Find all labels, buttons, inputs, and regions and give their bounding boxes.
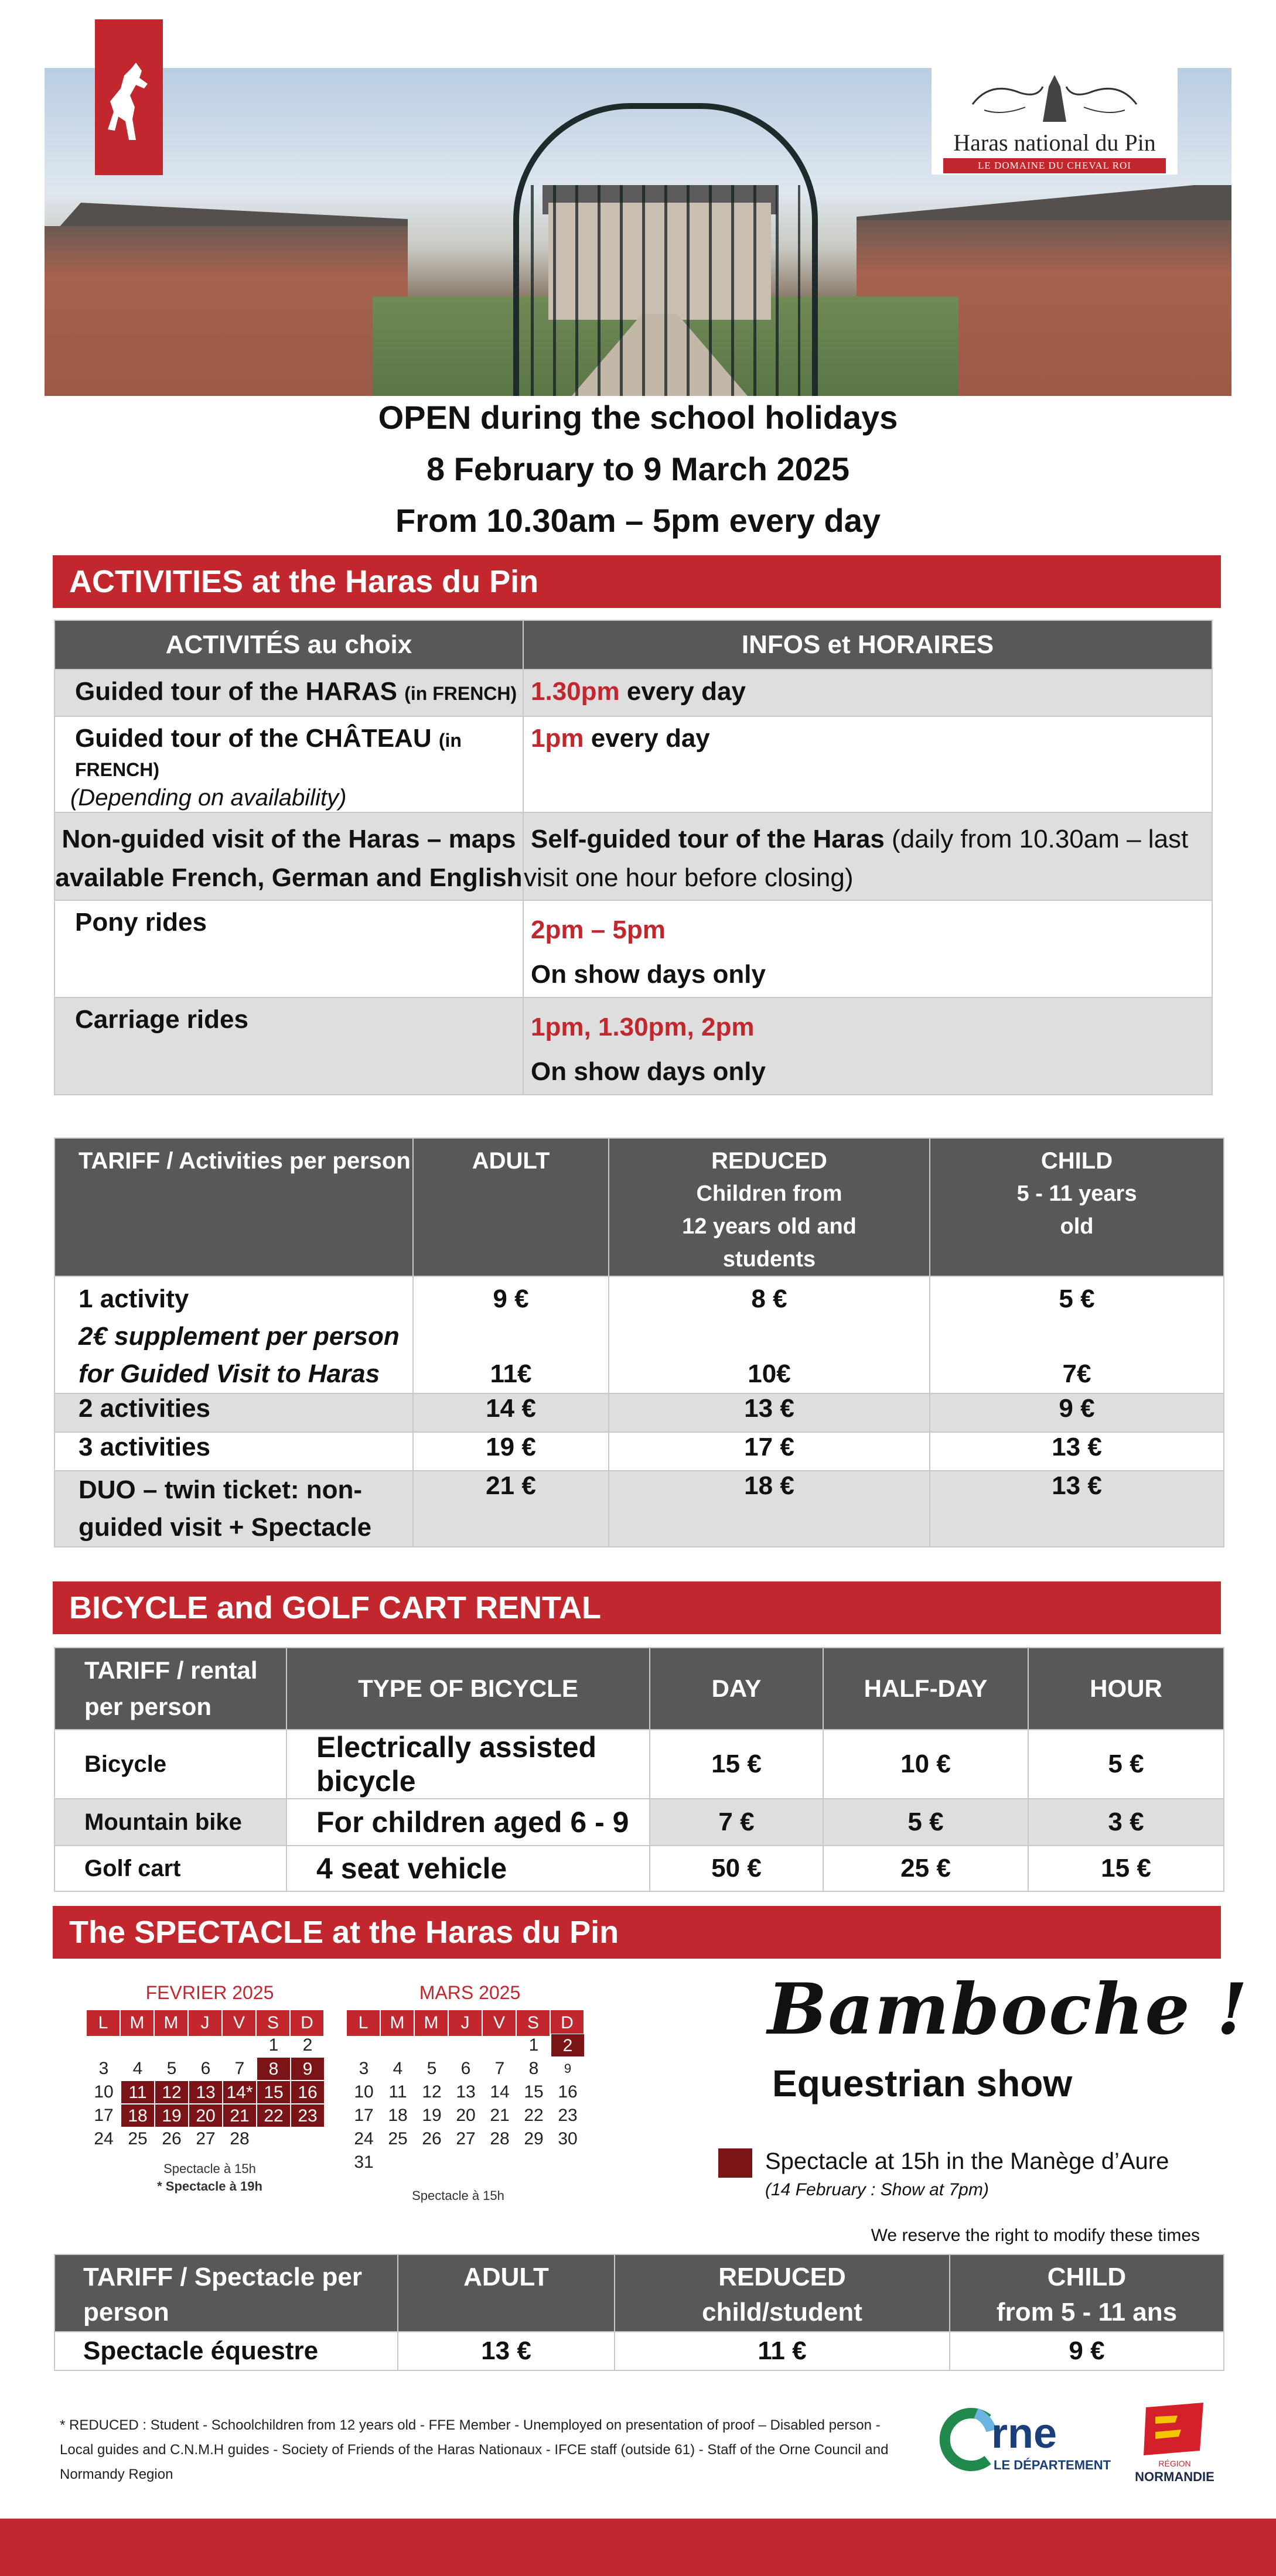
legend-swatch bbox=[718, 2148, 752, 2178]
normandie-flag-icon bbox=[1142, 2401, 1207, 2458]
tariff-child-guided: 7€ bbox=[1062, 1359, 1091, 1388]
opening-line-1: OPEN during the school holidays bbox=[378, 399, 898, 436]
tariff-row-label: 2 activities bbox=[54, 1393, 413, 1432]
bike-head-hour: HOUR bbox=[1028, 1648, 1224, 1730]
spectacle-child: 9 € bbox=[950, 2332, 1224, 2370]
spectacle-head-child bbox=[950, 2254, 1224, 2332]
orne-subtitle: LE DÉPARTEMENT bbox=[994, 2458, 1111, 2472]
tariff-head-reduced-title: REDUCED bbox=[711, 1148, 827, 1174]
tariff-head-reduced-sub: Children from 12 years old and students bbox=[682, 1181, 857, 1272]
calendar-day-show: 2 bbox=[551, 2034, 585, 2057]
day-header: V bbox=[483, 2010, 517, 2036]
bike-hour-price: 15 € bbox=[1028, 1846, 1224, 1891]
activity-sub: (Depending on availability) bbox=[70, 785, 347, 811]
tariff-child: 5 € bbox=[1059, 1284, 1095, 1313]
calendar-day-show: 22 bbox=[257, 2104, 291, 2127]
bike-item: Golf cart bbox=[54, 1846, 286, 1891]
spectacle-tariff-table bbox=[54, 2254, 1224, 2371]
bike-type: 4 seat vehicle bbox=[286, 1846, 650, 1891]
calendar-day: 28 bbox=[490, 2129, 510, 2148]
activities-col-2: INFOS et HORAIRES bbox=[523, 620, 1212, 669]
activity-info: On show days only bbox=[531, 960, 766, 989]
day-header: V bbox=[223, 2010, 257, 2036]
activities-table bbox=[54, 620, 1213, 1095]
tariff-head-child-title: CHILD bbox=[1040, 1148, 1113, 1174]
day-header: D bbox=[551, 2010, 585, 2036]
spectacle-banner: The SPECTACLE at the Haras du Pin bbox=[53, 1906, 1221, 1959]
calendar-day: 22 bbox=[524, 2106, 544, 2125]
calendar-day-show: 14* bbox=[223, 2080, 257, 2104]
calendar-march bbox=[347, 1982, 593, 2216]
show-subtitle: Equestrian show bbox=[772, 2062, 1073, 2104]
calendar-day: 29 bbox=[524, 2129, 544, 2148]
calendar-day: 5 bbox=[166, 2059, 177, 2078]
calendar-day-show: 20 bbox=[189, 2104, 223, 2127]
calendar-day: 10 bbox=[94, 2082, 114, 2102]
calendar-day: 19 bbox=[422, 2106, 442, 2125]
footer-bar bbox=[0, 2519, 1276, 2576]
bike-table bbox=[54, 1647, 1224, 1892]
day-header: M bbox=[155, 2010, 189, 2036]
table-row bbox=[54, 1846, 1224, 1891]
table-row bbox=[54, 2332, 1224, 2370]
calendar-day: 15 bbox=[524, 2082, 544, 2102]
activity-info: every day bbox=[619, 677, 746, 706]
bike-hour-price: 5 € bbox=[1028, 1730, 1224, 1799]
bike-day-price: 15 € bbox=[650, 1730, 823, 1799]
activities-col-1: ACTIVITÉS au choix bbox=[54, 620, 523, 669]
tariff-adult: 21 € bbox=[413, 1471, 609, 1547]
tariff-head-label: TARIFF / Activities per person bbox=[54, 1138, 413, 1276]
reduced-footnote: * REDUCED : Student - Schoolchildren from 12 years old - FFE Member - Unemployed on presentation of proof – Disabled person - Local guides and C.N.M.H guides - Society of Friends of the Haras Nationaux - IFCE staff (outside 61) - Staff of the Orne Council and Normandy Region bbox=[60, 2417, 889, 2482]
spectacle-head-adult: ADULT bbox=[398, 2254, 615, 2332]
calendar-day-show: 8 bbox=[257, 2057, 291, 2080]
calendar-day-show: 12 bbox=[155, 2080, 189, 2104]
tariff-row-label: DUO – twin ticket: non-guided visit + Spectacle bbox=[54, 1471, 413, 1547]
tariff-head-child-sub: 5 - 11 years old bbox=[1016, 1181, 1137, 1239]
activity-time: 1.30pm bbox=[531, 677, 620, 706]
tariff-reduced: 18 € bbox=[609, 1471, 930, 1547]
bike-item: Mountain bike bbox=[54, 1799, 286, 1846]
activity-info-bold: Self-guided tour of the Haras bbox=[531, 825, 885, 853]
calendar-day: 3 bbox=[359, 2059, 369, 2078]
calendar-day: 26 bbox=[422, 2129, 442, 2148]
opening-line-3: From 10.30am – 5pm every day bbox=[395, 502, 881, 539]
calendar-day: 1 bbox=[528, 2035, 539, 2055]
bike-half-price: 25 € bbox=[823, 1846, 1028, 1891]
calendar-day: 25 bbox=[388, 2129, 408, 2148]
tariff-reduced-guided: 10€ bbox=[748, 1359, 791, 1388]
activity-info: (daily from 10.30am – last visit one hour before closing) bbox=[524, 825, 1189, 892]
bike-day-price: 50 € bbox=[650, 1846, 823, 1891]
tariff-row-sub: 2€ supplement per person for Guided Visit to Haras bbox=[79, 1322, 400, 1388]
normandie-logo bbox=[1131, 2401, 1219, 2489]
calendar-day: 7 bbox=[234, 2059, 245, 2078]
table-row bbox=[54, 1432, 1224, 1471]
calendar-day: 7 bbox=[494, 2059, 505, 2078]
day-header: M bbox=[415, 2010, 449, 2036]
day-header: M bbox=[381, 2010, 415, 2036]
tariff-adult: 19 € bbox=[413, 1432, 609, 1471]
orne-ring-icon bbox=[935, 2401, 999, 2478]
calendar-day: 18 bbox=[388, 2106, 408, 2125]
calendar-day: 24 bbox=[354, 2129, 374, 2148]
day-header: L bbox=[347, 2010, 381, 2036]
spectacle-head-reduced-sub: child/student bbox=[702, 2298, 862, 2326]
table-row bbox=[54, 997, 1212, 1095]
calendar-day: 28 bbox=[230, 2129, 250, 2148]
calendar-day: 24 bbox=[94, 2129, 114, 2148]
haras-logo bbox=[932, 63, 1178, 175]
activity-note: (in FRENCH) bbox=[404, 683, 517, 704]
reserve-notice: We reserve the right to modify these times bbox=[871, 2226, 1200, 2245]
bike-banner: BICYCLE and GOLF CART RENTAL bbox=[53, 1581, 1221, 1634]
bike-item: Bicycle bbox=[54, 1730, 286, 1799]
bike-head-label: TARIFF / rental per person bbox=[54, 1648, 286, 1730]
opening-line-2: 8 February to 9 March 2025 bbox=[426, 450, 850, 487]
tariff-adult: 9 € bbox=[493, 1284, 529, 1313]
tariff-adult: 14 € bbox=[413, 1393, 609, 1432]
bike-head-half-day: HALF-DAY bbox=[823, 1648, 1028, 1730]
calendar-grid bbox=[347, 2010, 585, 2174]
day-header: S bbox=[517, 2010, 551, 2036]
spectacle-head-reduced-title: REDUCED bbox=[718, 2263, 846, 2291]
activity-name: Guided tour of the HARAS bbox=[75, 677, 397, 706]
region-label: RÉGION bbox=[1158, 2459, 1191, 2468]
spectacle-head-reduced bbox=[615, 2254, 950, 2332]
calendar-day: 17 bbox=[354, 2106, 374, 2125]
bike-type: For children aged 6 - 9 bbox=[286, 1799, 650, 1846]
orne-wordmark: rne bbox=[991, 2410, 1057, 2457]
tariff-head-child bbox=[930, 1138, 1224, 1276]
calendar-day-show: 11 bbox=[121, 2080, 155, 2104]
tariff-row-label: 1 activity bbox=[79, 1284, 189, 1313]
tariff-head-reduced bbox=[609, 1138, 930, 1276]
tariff-reduced: 17 € bbox=[609, 1432, 930, 1471]
calendar-day-show: 16 bbox=[291, 2080, 325, 2104]
activity-time: 1pm, 1.30pm, 2pm bbox=[531, 1013, 755, 1041]
calendar-day: 11 bbox=[388, 2082, 407, 2102]
legend-text: Spectacle at 15h in the Manège d’Aure bbox=[765, 2148, 1169, 2174]
activity-name: Guided tour of the CHÂTEAU bbox=[75, 724, 432, 753]
tariff-table bbox=[54, 1137, 1224, 1547]
calendar-day: 5 bbox=[427, 2059, 437, 2078]
tariff-reduced: 8 € bbox=[751, 1284, 787, 1313]
calendar-day-show: 18 bbox=[121, 2104, 155, 2127]
calendar-note: Spectacle à 15h bbox=[412, 2188, 504, 2203]
activity-time: 1pm bbox=[531, 724, 584, 753]
calendar-day: 17 bbox=[94, 2106, 114, 2125]
calendar-title: FEVRIER 2025 bbox=[145, 1982, 274, 2003]
activity-note: (in FRENCH) bbox=[75, 730, 462, 780]
logo-subtitle: LE DOMAINE DU CHEVAL ROI bbox=[943, 158, 1166, 173]
table-row bbox=[54, 1799, 1224, 1846]
horse-icon bbox=[101, 60, 157, 142]
tariff-adult-guided: 11€ bbox=[490, 1359, 532, 1388]
day-header: M bbox=[121, 2010, 155, 2036]
horse-badge bbox=[95, 19, 163, 175]
calendar-day: 27 bbox=[456, 2129, 476, 2148]
day-header: D bbox=[291, 2010, 325, 2036]
calendar-day-show: 13 bbox=[189, 2080, 223, 2104]
table-row bbox=[54, 1471, 1224, 1547]
bike-type: Electrically assisted bicycle bbox=[286, 1730, 650, 1799]
bike-head-type: TYPE OF BICYCLE bbox=[286, 1648, 650, 1730]
calendar-day: 8 bbox=[528, 2059, 539, 2078]
spectacle-head-child-sub: from 5 - 11 ans bbox=[996, 2298, 1178, 2326]
orne-logo bbox=[935, 2401, 1134, 2489]
activities-banner: ACTIVITIES at the Haras du Pin bbox=[53, 555, 1221, 608]
activity-info: On show days only bbox=[531, 1057, 766, 1086]
activity-time: 2pm – 5pm bbox=[531, 915, 666, 944]
calendar-day: 27 bbox=[196, 2129, 216, 2148]
calendar-day-show: 19 bbox=[155, 2104, 189, 2127]
tariff-child: 13 € bbox=[930, 1471, 1224, 1547]
activity-info: every day bbox=[584, 724, 710, 753]
table-row bbox=[54, 1393, 1224, 1432]
calendar-note-evening: * Spectacle à 19h bbox=[157, 2179, 262, 2194]
calendar-note: Spectacle à 15h bbox=[163, 2161, 256, 2176]
tariff-row-label: 3 activities bbox=[54, 1432, 413, 1471]
table-row bbox=[54, 1276, 1224, 1393]
table-row bbox=[54, 669, 1212, 716]
table-row bbox=[54, 716, 1212, 812]
spectacle-reduced: 11 € bbox=[615, 2332, 950, 2370]
tariff-child: 13 € bbox=[930, 1432, 1224, 1471]
tariff-child: 9 € bbox=[930, 1393, 1224, 1432]
calendar-grid bbox=[87, 2010, 325, 2151]
spectacle-head-label: TARIFF / Spectacle per person bbox=[54, 2254, 398, 2332]
calendar-day: 12 bbox=[422, 2082, 442, 2102]
logo-title: Haras national du Pin bbox=[953, 129, 1156, 156]
calendar-title: MARS 2025 bbox=[419, 1982, 521, 2003]
activity-name: Non-guided visit of the Haras – maps available French, German and English bbox=[55, 825, 523, 892]
day-header: J bbox=[189, 2010, 223, 2036]
horse-ornament-icon bbox=[967, 69, 1142, 128]
calendar-day: 30 bbox=[558, 2129, 578, 2148]
calendar-day: 10 bbox=[354, 2082, 374, 2102]
show-title: Bamboche ! bbox=[767, 1968, 1249, 2051]
bike-half-price: 10 € bbox=[823, 1730, 1028, 1799]
calendar-day-show: 21 bbox=[223, 2104, 257, 2127]
calendar-day-show: 23 bbox=[291, 2104, 325, 2127]
bike-head-day: DAY bbox=[650, 1648, 823, 1730]
calendar-day: 6 bbox=[200, 2059, 211, 2078]
legend-subtext: (14 February : Show at 7pm) bbox=[765, 2180, 989, 2199]
table-row bbox=[54, 1730, 1224, 1799]
calendar-day: 31 bbox=[354, 2153, 374, 2172]
calendar-day: 1 bbox=[268, 2035, 279, 2055]
table-row bbox=[54, 812, 1212, 900]
calendar-day: 25 bbox=[128, 2129, 148, 2148]
spectacle-adult: 13 € bbox=[398, 2332, 615, 2370]
calendar-day: 4 bbox=[393, 2059, 403, 2078]
calendar-day: 6 bbox=[460, 2059, 471, 2078]
calendar-day-show: 9 bbox=[291, 2057, 325, 2080]
region-name: NORMANDIE bbox=[1135, 2469, 1214, 2484]
calendar-day: 26 bbox=[162, 2129, 182, 2148]
calendar-day: 9 bbox=[564, 2061, 572, 2076]
calendar-day: 23 bbox=[558, 2106, 578, 2125]
table-row bbox=[54, 900, 1212, 997]
spectacle-row-label: Spectacle équestre bbox=[54, 2332, 398, 2370]
activity-name: Pony rides bbox=[75, 908, 207, 937]
activity-name: Carriage rides bbox=[75, 1005, 248, 1034]
bike-half-price: 5 € bbox=[823, 1799, 1028, 1846]
calendar-day-show: 15 bbox=[257, 2080, 291, 2104]
tariff-reduced: 13 € bbox=[609, 1393, 930, 1432]
bike-day-price: 7 € bbox=[650, 1799, 823, 1846]
day-header: S bbox=[257, 2010, 291, 2036]
calendar-day: 14 bbox=[490, 2082, 510, 2102]
calendar-day: 16 bbox=[558, 2082, 578, 2102]
day-header: L bbox=[87, 2010, 121, 2036]
calendar-february bbox=[87, 1982, 333, 2216]
day-header: J bbox=[449, 2010, 483, 2036]
calendar-day: 13 bbox=[456, 2082, 476, 2102]
calendar-day: 3 bbox=[98, 2059, 109, 2078]
calendar-day: 21 bbox=[490, 2106, 510, 2125]
calendar-day: 20 bbox=[456, 2106, 476, 2125]
bike-hour-price: 3 € bbox=[1028, 1799, 1224, 1846]
tariff-head-adult: ADULT bbox=[413, 1138, 609, 1276]
calendar-day: 4 bbox=[132, 2059, 143, 2078]
calendar-day: 2 bbox=[302, 2035, 313, 2055]
spectacle-head-child-title: CHILD bbox=[1047, 2263, 1127, 2291]
